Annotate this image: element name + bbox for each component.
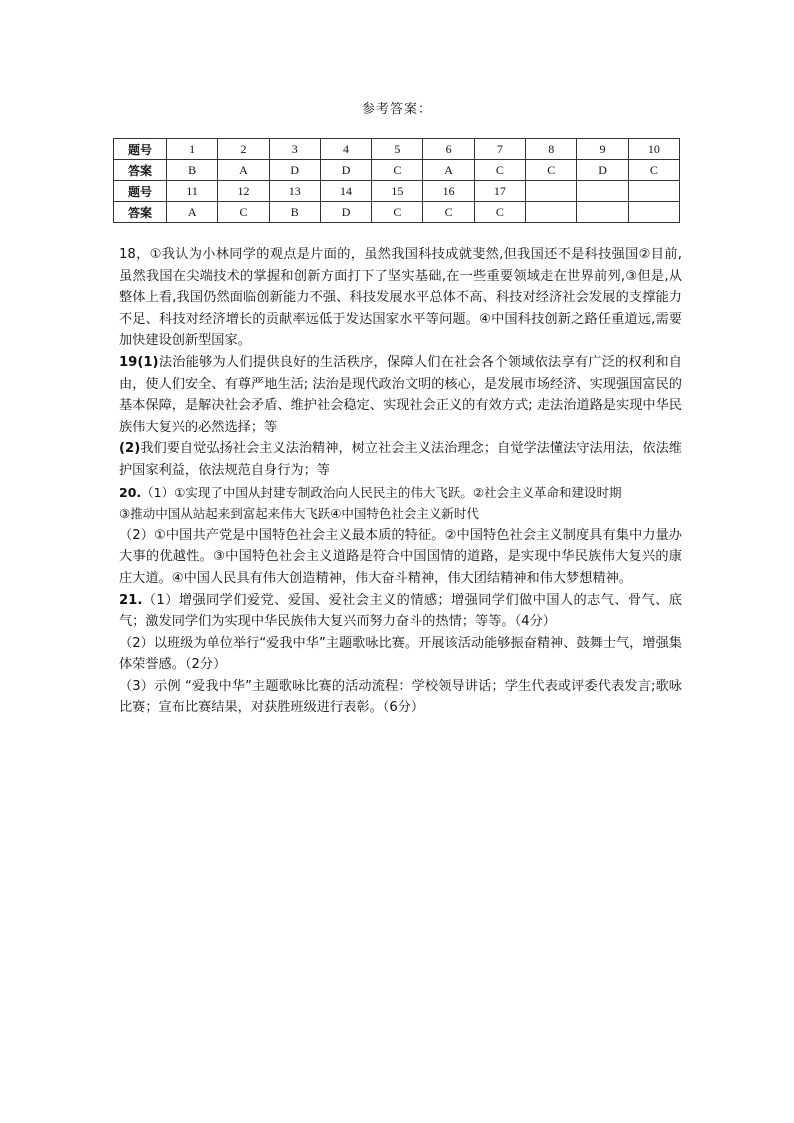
answer-20-1 bbox=[119, 482, 682, 504]
answer-20-1-cont: ③推动中国从站起来到富起来伟大飞跃④中国特色社会主义新时代 bbox=[119, 506, 479, 522]
answer-19-2-text: 我们要自觉弘扬社会主义法治精神，树立社会主义法治理念；自觉学法懂法守法用法，依法维护国家利益，依法规范自身行为；等 bbox=[119, 441, 682, 478]
row-header: 答案 bbox=[114, 202, 167, 223]
answer-21-1 bbox=[119, 590, 682, 633]
question-number-cell: 15 bbox=[372, 181, 423, 202]
question-number-cell: 11 bbox=[167, 181, 218, 202]
question-number-row bbox=[114, 139, 680, 160]
answer-letter-cell: C bbox=[372, 160, 423, 181]
answer-letter-cell bbox=[628, 202, 679, 223]
answer-letter-cell: D bbox=[320, 202, 371, 223]
question-number-cell: 4 bbox=[320, 139, 371, 160]
question-number-row bbox=[114, 181, 680, 202]
row-header: 答案 bbox=[114, 160, 167, 181]
question-number-cell: 17 bbox=[474, 181, 525, 202]
answer-20-1-line1: （1）①实现了中国从封建专制政治向人民民主的伟大飞跃。②社会主义革命和建设时期 bbox=[141, 484, 622, 500]
answer-letter-cell bbox=[577, 202, 628, 223]
answer-18: 18，①我认为小林同学的观点是片面的，虽然我国科技成就斐然,但我国还不是科技强国②目前,虽然我国在尖端技术的掌握和创新方面打下了坚实基础,在一些重要领域走在世界前列,③但是,从整体上看,我国仍然面临创新能力不强、科技发展水平总体不高、科技对经济社会发展的支撑能力不足、科技对经济增长的贡献率远低于发达国家水平等问题。④中国科技创新之路任重道远,需要加快建设创新型国家。 bbox=[119, 247, 682, 349]
answer-letter-cell: C bbox=[526, 160, 577, 181]
answer-20-number: 20. bbox=[119, 484, 142, 500]
question-number-cell: 6 bbox=[423, 139, 474, 160]
answer-letter-cell: A bbox=[423, 160, 474, 181]
answer-letter-cell: D bbox=[577, 160, 628, 181]
answer-19-1-number: 19(1) bbox=[119, 354, 159, 370]
answer-letter-cell: C bbox=[628, 160, 679, 181]
question-number-cell: 5 bbox=[372, 139, 423, 160]
row-header: 题号 bbox=[114, 139, 167, 160]
answer-letter-cell: C bbox=[423, 202, 474, 223]
question-number-cell: 7 bbox=[474, 139, 525, 160]
answer-21-3: （3）示例 “爱我中华”主题歌咏比赛的活动流程：学校领导讲话；学生代表或评委代表发言;歌咏比赛；宣布比赛结果，对获胜班级进行表彰。（6分） bbox=[119, 678, 682, 716]
answer-letter-cell: A bbox=[167, 202, 218, 223]
answer-letter-row bbox=[114, 160, 680, 181]
answer-text bbox=[119, 244, 682, 719]
row-header: 题号 bbox=[114, 181, 167, 202]
question-number-cell: 1 bbox=[167, 139, 218, 160]
question-number-cell bbox=[526, 181, 577, 202]
answer-letter-cell: C bbox=[474, 160, 525, 181]
question-number-cell bbox=[628, 181, 679, 202]
answer-letter-cell: B bbox=[269, 202, 320, 223]
answer-letter-cell: D bbox=[320, 160, 371, 181]
answer-21-2: （2）以班级为单位举行“爱我中华”主题歌咏比赛。开展该活动能够振奋精神、鼓舞士气，增强集体荣誉感。（2分） bbox=[119, 635, 682, 673]
question-number-cell: 9 bbox=[577, 139, 628, 160]
question-number-cell: 2 bbox=[218, 139, 269, 160]
answer-letter-cell bbox=[526, 202, 577, 223]
answer-19-1-text: 法治能够为人们提供良好的生活秩序，保障人们在社会各个领域依法享有广泛的权利和自由，使人们安全、有尊严地生活; 法治是现代政治文明的核心，是发展市场经济、实现强国富民的基本保障，是解决社会矛盾、维护社会稳定、实现社会正义的有效方式; 走法治道路是实现中华民族伟大复兴的必然选择；等 bbox=[119, 354, 682, 435]
question-number-cell: 14 bbox=[320, 181, 371, 202]
answer-19-2-number: (2) bbox=[119, 441, 141, 457]
answer-19-1 bbox=[119, 352, 682, 438]
answer-letter-row bbox=[114, 202, 680, 223]
answer-letter-cell: D bbox=[269, 160, 320, 181]
question-number-cell: 10 bbox=[628, 139, 679, 160]
answer-21-number: 21. bbox=[119, 592, 143, 608]
answer-letter-cell: A bbox=[218, 160, 269, 181]
question-number-cell: 12 bbox=[218, 181, 269, 202]
question-number-cell: 13 bbox=[269, 181, 320, 202]
answer-20-2: （2）①中国共产党是中国特色社会主义最本质的特征。②中国特色社会主义制度具有集中力量办大事的优越性。③中国特色社会主义道路是符合中国国情的道路，是实现中华民族伟大复兴的康庄大道。④中国人民具有伟大创造精神，伟大奋斗精神，伟大团结精神和伟大梦想精神。 bbox=[119, 527, 682, 586]
answer-19-2 bbox=[119, 438, 682, 481]
answer-table bbox=[113, 138, 680, 223]
answer-letter-cell: C bbox=[474, 202, 525, 223]
question-number-cell: 3 bbox=[269, 139, 320, 160]
page-title: 参考答案： bbox=[361, 102, 432, 117]
answer-21-1-text: （1）增强同学们爱党、爱国、爱社会主义的情感；增强同学们做中国人的志气、骨气、底气；激发同学们为实现中华民族伟大复兴而努力奋斗的热情；等等。（4分） bbox=[119, 592, 682, 630]
answer-letter-cell: C bbox=[218, 202, 269, 223]
question-number-cell: 8 bbox=[526, 139, 577, 160]
answer-letter-cell: B bbox=[167, 160, 218, 181]
question-number-cell: 16 bbox=[423, 181, 474, 202]
answer-letter-cell: C bbox=[372, 202, 423, 223]
question-number-cell bbox=[577, 181, 628, 202]
